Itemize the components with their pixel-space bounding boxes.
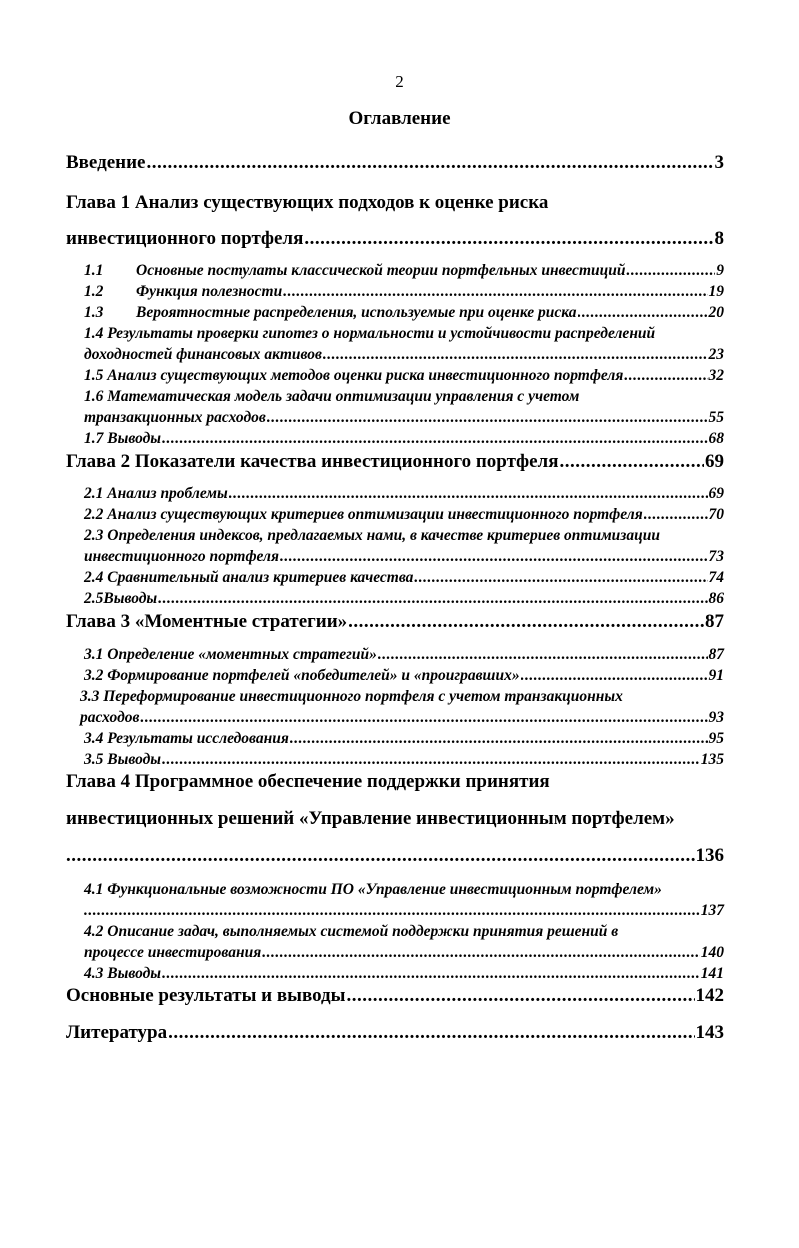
dot-leader [229, 485, 708, 503]
toc-label: Основные результаты и выводы [66, 985, 346, 1006]
toc-entry-literature[interactable] [66, 1022, 724, 1044]
toc-label: инвестиционного портфеля [66, 228, 304, 249]
toc-label: расходов [80, 709, 140, 726]
dot-leader [84, 902, 700, 920]
toc-label: 2.4 Сравнительный анализ критериев качества [84, 569, 414, 586]
toc-entry-1-3[interactable] [84, 304, 724, 322]
dot-leader [304, 228, 713, 250]
toc-page: 20 [708, 304, 724, 321]
dot-leader [378, 646, 708, 664]
toc-entry-4-3[interactable] [84, 965, 724, 983]
toc-chapter1-line1[interactable]: Глава 1 Анализ существующих подходов к оценке риска [66, 192, 549, 213]
toc-entry-3-5[interactable] [84, 751, 724, 769]
dot-leader [644, 506, 708, 524]
toc-label: Основные постулаты классической теории портфельных инвестиций [136, 262, 626, 279]
toc-entry-2-3[interactable] [84, 548, 724, 566]
toc-entry-results[interactable] [66, 985, 724, 1007]
page-title: Оглавление [348, 108, 451, 129]
dot-leader [323, 346, 708, 364]
toc-label: доходностей финансовых активов [84, 346, 322, 363]
toc-page: 73 [708, 548, 724, 565]
toc-entry-1-7[interactable] [84, 430, 724, 448]
toc-page: 70 [708, 506, 724, 523]
dot-leader [147, 152, 714, 174]
toc-label: Функция полезности [136, 283, 283, 300]
toc-page: 68 [708, 430, 724, 447]
toc-label: Глава 2 Показатели качества инвестиционного портфеля [66, 451, 559, 472]
toc-page: 69 [705, 451, 724, 472]
toc-page: 87 [708, 646, 724, 663]
toc-entry-2-5[interactable] [84, 590, 724, 608]
toc-label: Глава 3 «Моментные стратегии» [66, 611, 348, 632]
toc-label: 3.1 Определение «моментных стратегий» [84, 646, 377, 663]
toc-entry-chapter1[interactable] [66, 228, 724, 250]
dot-leader [414, 569, 707, 587]
toc-entry-1-1[interactable] [84, 262, 724, 280]
toc-page: 32 [708, 367, 724, 384]
toc-entry-3-4[interactable] [84, 730, 724, 748]
toc-chapter4-line1[interactable]: Глава 4 Программное обеспечение поддержки принятия [66, 771, 550, 792]
toc-label: 3.2 Формирование портфелей «победителей» и «проигравших» [84, 667, 520, 684]
dot-leader [283, 283, 707, 301]
toc-label: 1.7 Выводы [84, 430, 162, 447]
toc-page: 142 [695, 985, 724, 1006]
toc-page: 137 [700, 902, 724, 919]
toc-entry-2-4[interactable] [84, 569, 724, 587]
dot-leader [262, 944, 700, 962]
toc-page: 19 [708, 283, 724, 300]
dot-leader [280, 548, 708, 566]
toc-entry-3-1[interactable] [84, 646, 724, 664]
dot-leader [348, 611, 704, 633]
dot-leader [140, 709, 707, 727]
toc-label: 2.5Выводы [84, 590, 158, 607]
dot-leader [290, 730, 708, 748]
dot-leader [162, 751, 700, 769]
toc-entry-3-3[interactable] [80, 709, 724, 727]
toc-number: 1.3 [84, 304, 104, 321]
toc-label: 3.4 Результаты исследования [84, 730, 289, 747]
toc-entry-1-4[interactable] [84, 346, 724, 364]
dot-leader [346, 985, 694, 1007]
toc-page: 91 [708, 667, 724, 684]
toc-page: 140 [700, 944, 724, 961]
dot-leader [624, 367, 707, 385]
toc-number: 1.2 [84, 283, 104, 300]
dot-leader [162, 965, 700, 983]
toc-page: 69 [708, 485, 724, 502]
toc-entry-3-2[interactable] [84, 667, 724, 685]
toc-entry-chapter3[interactable] [66, 611, 724, 633]
toc-label: Вероятностные распределения, используемые при оценке риска [136, 304, 577, 321]
toc-label: транзакционных расходов [84, 409, 266, 426]
toc-label: 3.5 Выводы [84, 751, 162, 768]
toc-page: 95 [708, 730, 724, 747]
dot-leader [626, 262, 715, 280]
dot-leader [267, 409, 708, 427]
toc-entry-2-3-line1[interactable]: 2.3 Определения индексов, предлагаемых нами, в качестве критериев оптимизации [84, 527, 660, 544]
toc-entry-4-2-line1[interactable]: 4.2 Описание задач, выполняемых системой поддержки принятия решений в [84, 923, 619, 940]
toc-entry-intro[interactable] [66, 152, 724, 174]
toc-label: Введение [66, 152, 146, 173]
toc-page: 9 [716, 262, 724, 279]
toc-label: 2.2 Анализ существующих критериев оптимизации инвестиционного портфеля [84, 506, 643, 523]
toc-label: процессе инвестирования [84, 944, 262, 961]
toc-entry-1-2[interactable] [84, 283, 724, 301]
dot-leader [158, 590, 707, 608]
dot-leader [578, 304, 708, 322]
page-number: 2 [395, 72, 404, 91]
dot-leader [162, 430, 707, 448]
toc-entry-1-5[interactable] [84, 367, 724, 385]
toc-page: 87 [705, 611, 724, 632]
dot-leader [66, 845, 695, 867]
toc-page: 135 [700, 751, 724, 768]
toc-page: 8 [714, 228, 724, 249]
toc-label: инвестиционного портфеля [84, 548, 279, 565]
toc-entry-4-2[interactable] [84, 944, 724, 962]
toc-entry-chapter2[interactable] [66, 451, 724, 473]
toc-entry-2-2[interactable] [84, 506, 724, 524]
dot-leader [168, 1022, 694, 1044]
toc-entry-3-3-line1[interactable]: 3.3 Переформирование инвестиционного портфеля с учетом транзакционных [80, 688, 623, 705]
toc-entry-2-1[interactable] [84, 485, 724, 503]
toc-label: 1.5 Анализ существующих методов оценки риска инвестиционного портфеля [84, 367, 624, 384]
toc-page: 55 [708, 409, 724, 426]
toc-page: 136 [695, 845, 724, 866]
toc-page: 74 [708, 569, 724, 586]
toc-number: 1.1 [84, 262, 104, 279]
toc-entry-4-1[interactable] [84, 902, 724, 920]
toc-entry-1-6-line1[interactable]: 1.6 Математическая модель задачи оптимизации управления с учетом [84, 388, 580, 405]
toc-label: 2.1 Анализ проблемы [84, 485, 228, 502]
dot-leader [521, 667, 708, 685]
toc-entry-chapter4[interactable] [66, 845, 724, 867]
dot-leader [559, 451, 704, 473]
toc-page: 143 [695, 1022, 724, 1043]
toc-page: 23 [708, 346, 724, 363]
toc-entry-1-6[interactable] [84, 409, 724, 427]
toc-page: 86 [708, 590, 724, 607]
toc-entry-4-1-line1[interactable]: 4.1 Функциональные возможности ПО «Управление инвестиционным портфелем» [84, 881, 662, 898]
toc-chapter4-line2[interactable]: инвестиционных решений «Управление инвестиционным портфелем» [66, 808, 675, 829]
toc-label: 4.3 Выводы [84, 965, 162, 982]
toc-page: 141 [700, 965, 724, 982]
toc-entry-1-4-line1[interactable]: 1.4 Результаты проверки гипотез о нормальности и устойчивости распределений [84, 325, 656, 342]
toc-page: 93 [708, 709, 724, 726]
toc-label: Литература [66, 1022, 168, 1043]
toc-page: 3 [714, 152, 724, 173]
